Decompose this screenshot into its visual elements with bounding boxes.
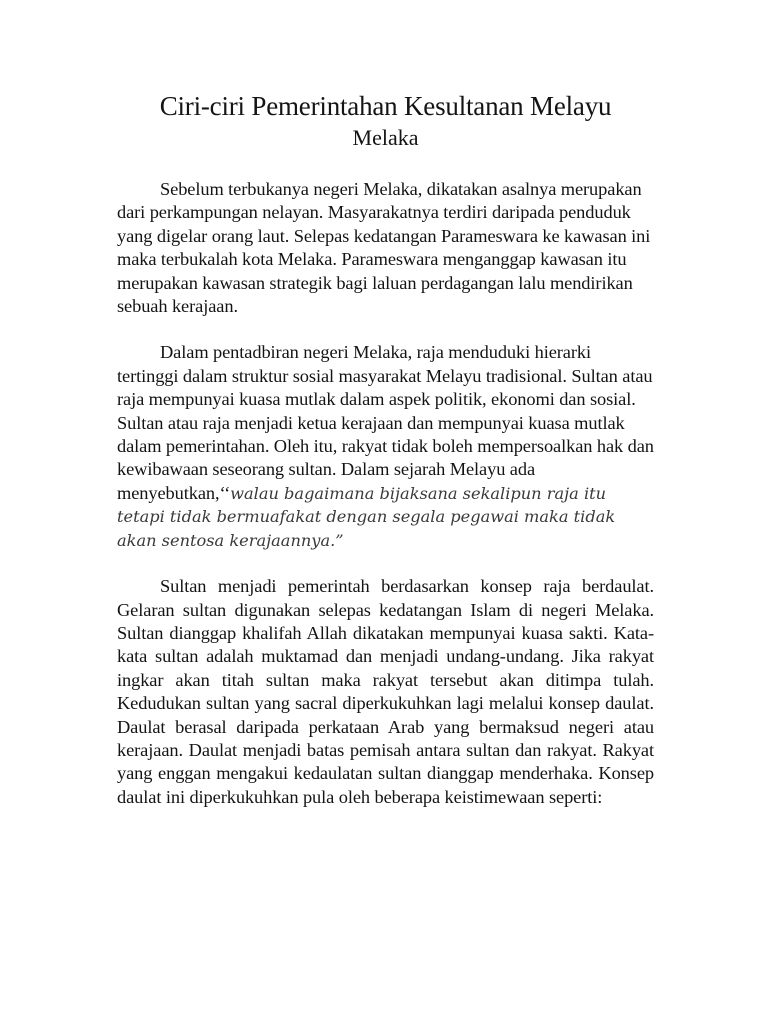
paragraph-2 bbox=[117, 341, 654, 552]
paragraph-2-text: Dalam pentadbiran negeri Melaka, raja menduduki hierarki tertinggi dalam struktur sosial masyarakat Melayu tradisional. Sultan atau raja mempunyai kuasa mutlak dalam aspek politik, ekonomi dan sosial. Sultan atau raja menjadi ketua kerajaan dan mempunyai kuasa mutlak dalam pemerintahan. Oleh itu, rakyat tidak boleh mempersoalkan hak dan kewibawaan seseorang sultan. Dalam sejarah Melayu ada menyebutkan,‘‘ bbox=[117, 342, 654, 503]
paragraph-3: Sultan menjadi pemerintah berdasarkan konsep raja berdaulat. Gelaran sultan digunakan selepas kedatangan Islam di negeri Melaka. Sultan dianggap khalifah Allah dikatakan mempunyai kuasa sakti. Kata-kata sultan adalah muktamad dan menjadi undang-undang. Jika rakyat ingkar akan titah sultan maka rakyat tersebut akan ditimpa tulah. Kedudukan sultan yang sacral diperkukuhkan lagi melalui konsep daulat. Daulat berasal daripada perkataan Arab yang bermaksud negeri atau kerajaan. Daulat menjadi batas pemisah antara sultan dan rakyat. Rakyat yang enggan mengakui kedaulatan sultan dianggap menderhaka. Konsep daulat ini diperkukuhkan pula oleh beberapa keistimewaan seperti: bbox=[117, 576, 654, 807]
document-title: Ciri-ciri Pemerintahan Kesultanan Melayu bbox=[159, 91, 612, 121]
paragraph-1: Sebelum terbukanya negeri Melaka, dikatakan asalnya merupakan dari perkampungan nelayan. Masyarakatnya terdiri daripada penduduk yang digelar orang laut. Selepas kedatangan Parameswara ke kawasan ini maka terbukalah kota Melaka. Parameswara menganggap kawasan itu merupakan kawasan strategik bagi laluan perdagangan lalu mendirikan sebuah kerajaan. bbox=[117, 179, 651, 317]
document-subtitle: Melaka bbox=[352, 125, 419, 150]
paragraph-2-quote: walau bagaimana bijaksana sekalipun raja itu tetapi tidak bermuafakat dengan segala pegawai maka tidak akan sentosa kerajaannya.” bbox=[117, 483, 616, 550]
